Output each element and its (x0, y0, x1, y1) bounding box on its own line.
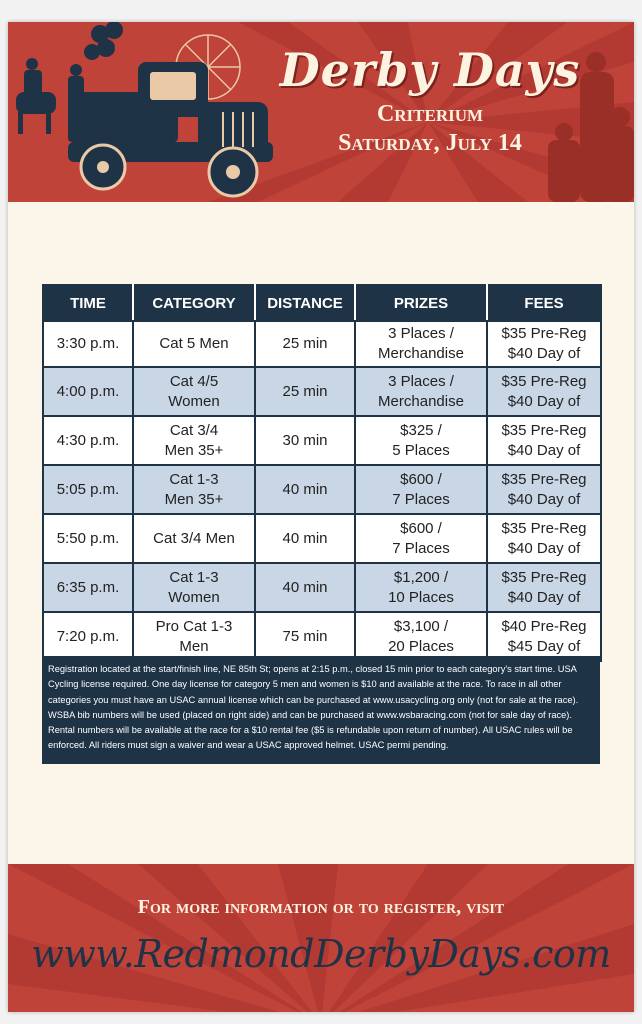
header-banner (8, 22, 634, 202)
cell-category (133, 321, 255, 367)
cell-category (133, 563, 255, 612)
cell-fees-line: $35 Pre-Reg (501, 372, 587, 390)
table-row (43, 612, 601, 661)
cell-fees-line: $40 Pre-Reg (501, 617, 587, 635)
cell-distance: 40 min (255, 465, 355, 514)
column-header-time: TIME (43, 285, 133, 321)
cell-category-line: Cat 4/5 (169, 372, 219, 390)
cell-distance: 30 min (255, 416, 355, 465)
cell-category-line: Men 35+ (164, 490, 224, 508)
cell-prizes (355, 514, 487, 563)
cell-time: 6:35 p.m. (43, 563, 133, 612)
table-row (43, 514, 601, 563)
cell-category-line: Men 35+ (164, 441, 224, 459)
cell-category (133, 612, 255, 661)
event-subtitle: Criterium (376, 101, 484, 127)
cell-prizes-line: 10 Places (388, 588, 454, 606)
cell-fees-line: $40 Day of (507, 392, 581, 410)
cell-fees-line: $35 Pre-Reg (501, 519, 587, 537)
column-header-fees: FEES (487, 285, 601, 321)
cell-prizes (355, 416, 487, 465)
cell-fees-line: $40 Day of (507, 539, 581, 557)
table-row (43, 321, 601, 367)
vintage-truck-illustration (8, 22, 278, 202)
cell-prizes-line: $600 / (400, 519, 442, 537)
event-title: Derby Days (279, 43, 581, 97)
cell-fees-line: $35 Pre-Reg (501, 470, 587, 488)
cell-prizes-line: Merchandise (378, 345, 464, 362)
cell-distance: 75 min (255, 612, 355, 661)
cell-category-line: Cat 5 Men (159, 335, 229, 352)
cell-fees-line: $40 Day of (507, 345, 581, 362)
table-row (43, 367, 601, 416)
footer-info-text: For more information or to register, visit (137, 896, 505, 918)
table-row (43, 465, 601, 514)
cell-category-line: Women (168, 392, 220, 410)
cell-category (133, 416, 255, 465)
table-row (43, 416, 601, 465)
cell-category-line: Cat 1-3 (169, 568, 219, 586)
cell-time: 3:30 p.m. (43, 321, 133, 367)
cell-prizes-line: 5 Places (392, 441, 450, 459)
cell-prizes-line: 3 Places / (388, 325, 454, 342)
cell-fees-line: $45 Day of (507, 637, 581, 655)
cell-prizes-line: $3,100 / (393, 617, 449, 635)
cell-prizes-line: $325 / (400, 421, 442, 439)
cell-distance: 25 min (255, 321, 355, 367)
cell-category-line: Cat 3/4 Men (153, 529, 235, 547)
cell-fees (487, 612, 601, 661)
cell-fees-line: $40 Day of (507, 441, 581, 459)
cell-time: 5:05 p.m. (43, 465, 133, 514)
cell-fees (487, 465, 601, 514)
cell-fees (487, 321, 601, 367)
cell-category (133, 367, 255, 416)
cell-category (133, 465, 255, 514)
cell-fees-line: $35 Pre-Reg (501, 325, 587, 342)
column-header-distance: DISTANCE (255, 285, 355, 321)
poster (8, 22, 634, 1012)
event-date: Saturday, July 14 (338, 130, 522, 156)
cell-time: 5:50 p.m. (43, 514, 133, 563)
cell-fees (487, 563, 601, 612)
cell-prizes-line: 3 Places / (388, 372, 454, 390)
cell-fees (487, 416, 601, 465)
cell-time: 4:30 p.m. (43, 416, 133, 465)
cell-category-line: Women (168, 588, 220, 606)
cell-prizes (355, 321, 487, 367)
table-header-row (43, 285, 601, 321)
footer-website-link[interactable]: www.RedmondDerbyDays.com (31, 932, 611, 976)
cell-distance: 40 min (255, 563, 355, 612)
cell-prizes-line: 7 Places (392, 490, 450, 508)
cell-category (133, 514, 255, 563)
cell-category-line: Pro Cat 1-3 (155, 617, 233, 635)
cell-fees-line: $35 Pre-Reg (501, 421, 587, 439)
registration-notes: Registration located at the start/finish line, NE 85th St; opens at 2:15 p.m., closed 15 min prior to each category's start time. USA Cycling license required. One day license for category 5 men and women is $10 and available at the race. To race in all other categories you must have an USAC annual license which can be purchased at www.usacycling.org only (not for sale at the race). WSBA bib numbers will be used (placed on right side) and can be purchased at www.wsbaracing.com (not for sale day of race). Rental numbers will be available at the race for a $10 rental fee ($5 is refundable upon return of number). All USAC rules will be enforced. All riders must sign a waiver and wear a USAC approved helmet. USAC permi pending. (42, 656, 600, 764)
cell-time: 7:20 p.m. (43, 612, 133, 661)
cell-prizes-line: $600 / (400, 470, 442, 488)
cell-fees (487, 514, 601, 563)
table-row (43, 563, 601, 612)
cell-prizes (355, 465, 487, 514)
cell-prizes (355, 563, 487, 612)
cell-prizes (355, 367, 487, 416)
cell-fees-line: $35 Pre-Reg (501, 568, 587, 586)
cell-prizes-line: Merchandise (378, 392, 464, 410)
cell-prizes-line: 7 Places (392, 539, 450, 557)
cell-category-line: Cat 3/4 (169, 421, 219, 439)
cell-category-line: Men (179, 637, 209, 655)
cell-fees (487, 367, 601, 416)
cell-time: 4:00 p.m. (43, 367, 133, 416)
column-header-category: CATEGORY (133, 285, 255, 321)
cell-distance: 25 min (255, 367, 355, 416)
cell-prizes-line: 20 Places (388, 637, 454, 655)
title-block (270, 42, 590, 158)
cell-prizes (355, 612, 487, 661)
column-header-prizes: PRIZES (355, 285, 487, 321)
cell-category-line: Cat 1-3 (169, 470, 219, 488)
cell-prizes-line: $1,200 / (393, 568, 449, 586)
cell-distance: 40 min (255, 514, 355, 563)
cell-fees-line: $40 Day of (507, 490, 581, 508)
race-schedule-table (42, 284, 602, 662)
cell-fees-line: $40 Day of (507, 588, 581, 606)
footer-banner (8, 864, 634, 1012)
